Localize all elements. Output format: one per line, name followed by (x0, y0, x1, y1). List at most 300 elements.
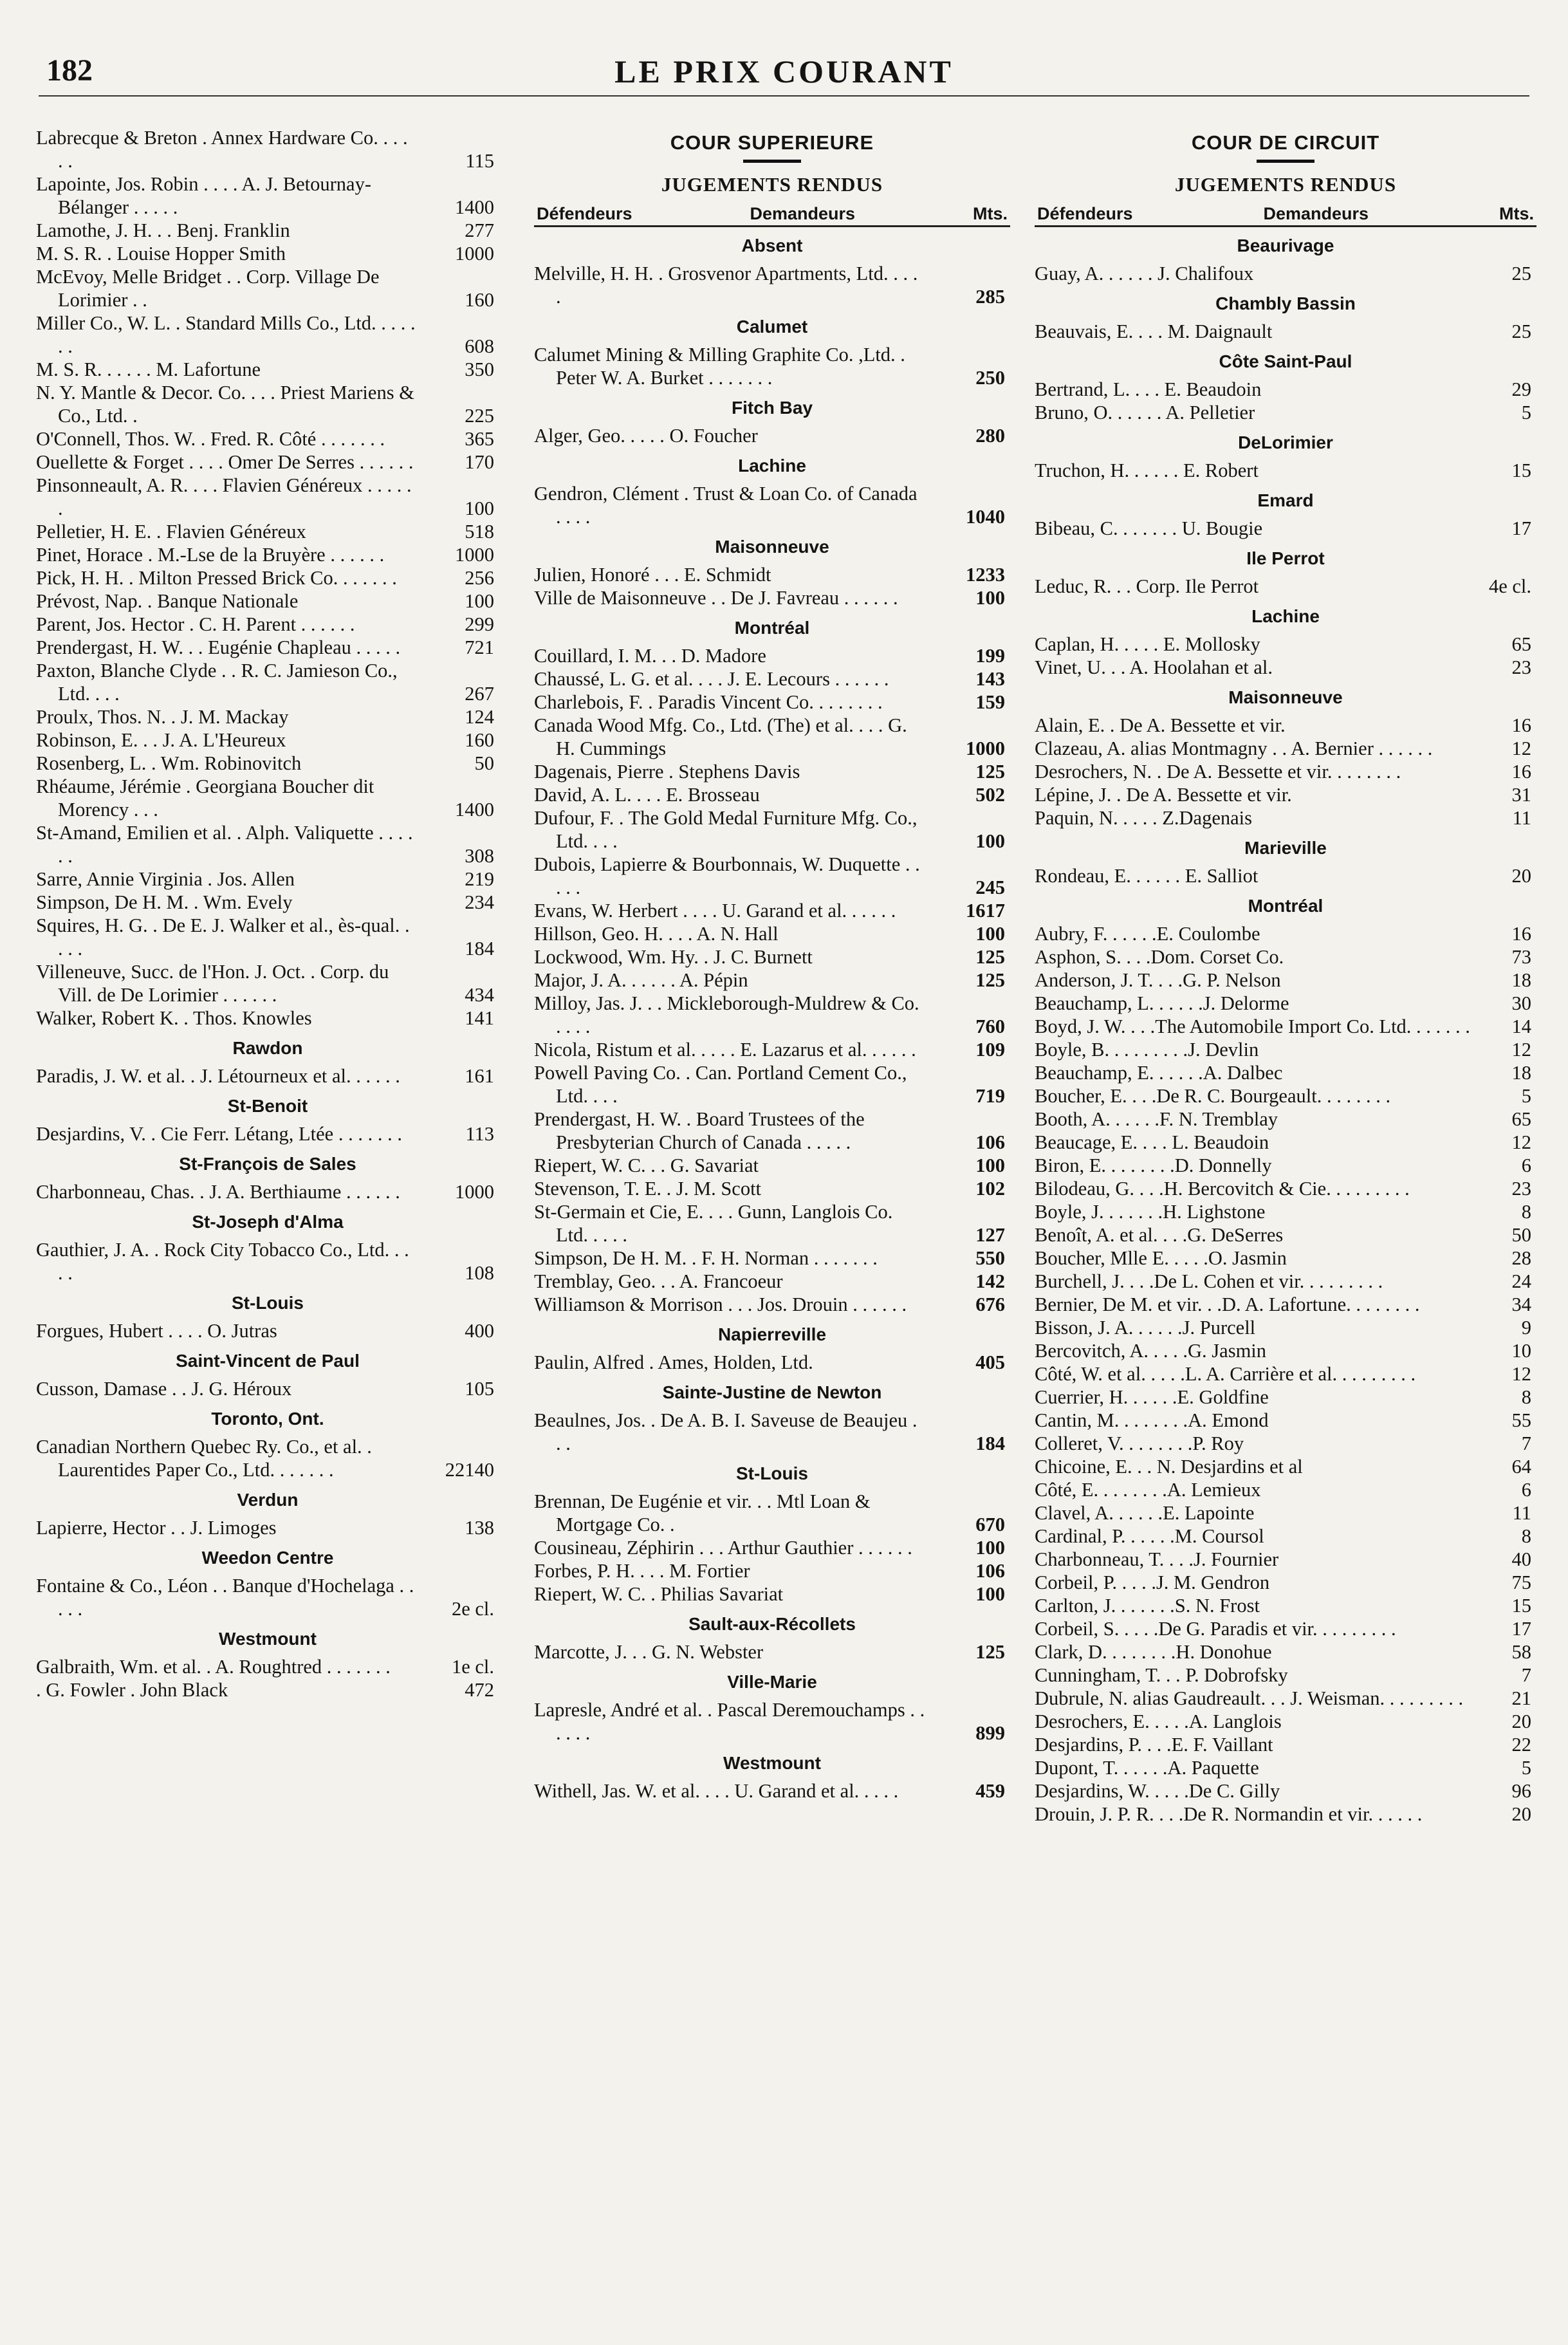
entry-parties: Lamothe, J. H. . . Benj. Franklin (36, 219, 290, 241)
entry-amount: 161 (465, 1065, 494, 1087)
court-heading: COUR DE CIRCUIT (1191, 131, 1380, 154)
entry-parties: Rondeau, E. . . . . . E. Salliot (1035, 865, 1259, 887)
location-heading: Rawdon (232, 1038, 303, 1058)
judgment-entry (534, 1490, 1010, 1536)
location-heading: St-Benoit (227, 1096, 308, 1116)
entry-parties: Carlton, J. . . . . . .S. N. Frost (1035, 1595, 1260, 1617)
entry-amount: 20 (1511, 1710, 1531, 1732)
judgment-entry (1035, 1525, 1536, 1548)
entry-parties: Clavel, A. . . . . .E. Lapointe (1035, 1502, 1255, 1524)
entry-parties: Asphon, S. . . .Dom. Corset Co. (1035, 946, 1284, 968)
judgment-entry (1035, 1710, 1536, 1733)
judgment-entry (534, 1038, 1010, 1061)
entry-amount: 15 (1511, 459, 1531, 481)
entry-amount: 1617 (966, 900, 1005, 922)
entry-parties: Fontaine & Co., Léon . . Banque d'Hochelaga . . . . . (36, 1575, 414, 1620)
judgment-entry (36, 636, 499, 659)
judgment-entry (36, 520, 499, 543)
entry-amount: 34 (1511, 1293, 1531, 1315)
entry-parties: Stevenson, T. E. . J. M. Scott (534, 1178, 762, 1200)
judgment-entry (1035, 459, 1536, 482)
judgment-entry (1035, 1548, 1536, 1571)
entry-parties: Prendergast, H. W. . Board Trustees of the Presbyterian Church of Canada . . . . . (534, 1108, 865, 1153)
entry-parties: Milloy, Jas. J. . . Mickleborough-Muldrew & Co. . . . . (534, 992, 919, 1037)
judgment-entry (1035, 401, 1536, 424)
location-heading: DeLorimier (1238, 432, 1333, 452)
entry-amount: 184 (465, 938, 494, 959)
entry-parties: Côté, W. et al. . . . .L. A. Carrière et al. . . . . . . . . (1035, 1363, 1416, 1385)
entry-parties: Desjardins, W. . . . .De C. Gilly (1035, 1780, 1280, 1802)
entry-parties: M. S. R. . . . . . M. Lafortune (36, 358, 261, 380)
entry-parties: Charbonneau, T. . . .J. Fournier (1035, 1548, 1279, 1570)
location-heading: Fitch Bay (731, 398, 813, 418)
entry-parties: Cousineau, Zéphirin . . . Arthur Gauthier . . . . . . (534, 1537, 912, 1559)
entry-parties: St-Germain et Cie, E. . . . Gunn, Langlois Co. Ltd. . . . . (534, 1201, 893, 1246)
entry-amount: 64 (1511, 1456, 1531, 1478)
entry-parties: Beaucage, E. . . . L. Beaudoin (1035, 1131, 1269, 1153)
entry-parties: Lapierre, Hector . . J. Limoges (36, 1517, 277, 1539)
entry-parties: Lépine, J. . De A. Bessette et vir. (1035, 784, 1292, 806)
entry-amount: 670 (975, 1514, 1005, 1535)
judgment-entry (534, 1247, 1010, 1270)
judgment-entry (36, 1006, 499, 1030)
location-heading: Sault-aux-Récollets (688, 1614, 856, 1634)
entry-parties: Biron, E. . . . . . . .D. Donnelly (1035, 1154, 1272, 1176)
judgment-entry (1035, 1455, 1536, 1478)
column-1-list (36, 126, 499, 2321)
judgment-entry (1035, 1293, 1536, 1316)
entry-amount: 73 (1511, 946, 1531, 968)
entry-amount: 550 (975, 1247, 1005, 1269)
location-heading: Beaurivage (1237, 236, 1334, 255)
entry-parties: Dufour, F. . The Gold Medal Furniture Mfg. Co., Ltd. . . . (534, 807, 918, 852)
entry-parties: N. Y. Mantle & Decor. Co. . . . Priest Mariens & Co., Ltd. . (36, 382, 414, 427)
entry-amount: 1e cl. (451, 1656, 494, 1678)
entry-amount: 125 (975, 969, 1005, 991)
entry-parties: Paxton, Blanche Clyde . . R. C. Jamieson Co., Ltd. . . . (36, 660, 398, 705)
judgment-entry (534, 343, 1010, 389)
judgment-entry (36, 1516, 499, 1539)
location-heading: Emard (1257, 490, 1314, 510)
judgment-entry (1035, 262, 1536, 285)
entry-parties: Bruno, O. . . . . . A. Pelletier (1035, 402, 1255, 423)
entry-parties: Alger, Geo. . . . . O. Foucher (534, 425, 758, 447)
judgment-entry (1035, 1664, 1536, 1687)
entry-amount: 113 (465, 1123, 494, 1145)
entry-amount: 5 (1521, 1757, 1531, 1779)
header-defendeurs: Défendeurs (1037, 204, 1133, 223)
entry-parties: Anderson, J. T. . . .G. P. Nelson (1035, 969, 1281, 991)
entry-amount: 138 (465, 1517, 494, 1539)
column-headers (1035, 204, 1536, 227)
entry-amount: 1400 (455, 799, 494, 820)
entry-amount: 10 (1511, 1340, 1531, 1362)
entry-amount: 472 (465, 1679, 494, 1701)
entry-amount: 31 (1511, 784, 1531, 806)
entry-parties: Gauthier, J. A. . Rock City Tobacco Co., Ltd. . . . . (36, 1239, 409, 1284)
judgment-entry (1035, 1803, 1536, 1826)
entry-amount: 308 (465, 845, 494, 867)
judgment-entry (534, 1640, 1010, 1664)
entry-parties: Evans, W. Herbert . . . . U. Garand et al. . . . . . (534, 900, 896, 922)
entry-amount: 18 (1511, 1062, 1531, 1084)
entry-amount: 12 (1511, 737, 1531, 759)
judgment-entry (1035, 806, 1536, 830)
entry-parties: Paradis, J. W. et al. . J. Létourneux et al. . . . . . (36, 1065, 400, 1087)
entry-amount: 20 (1511, 1803, 1531, 1825)
entry-amount: 15 (1511, 1595, 1531, 1617)
judgment-entry (1035, 1362, 1536, 1386)
judgment-entry (36, 427, 499, 450)
entry-parties: Squires, H. G. . De E. J. Walker et al., ès-qual. . . . . (36, 914, 410, 959)
judgment-entry (1035, 1571, 1536, 1594)
judgment-entry (534, 922, 1010, 945)
entry-parties: Powell Paving Co. . Can. Portland Cement Co., Ltd. . . . (534, 1062, 907, 1107)
entry-amount: 234 (465, 891, 494, 913)
location-heading: Saint-Vincent de Paul (176, 1351, 360, 1371)
entry-parties: Boyd, J. W. . . .The Automobile Import Co. Ltd. . . . . . . (1035, 1015, 1470, 1037)
entry-parties: Forbes, P. H. . . . M. Fortier (534, 1560, 750, 1582)
judgment-entry (36, 566, 499, 589)
entry-amount: 16 (1511, 714, 1531, 736)
entry-amount: 760 (975, 1015, 1005, 1037)
entry-amount: 127 (975, 1224, 1005, 1246)
judgment-entry (1035, 378, 1536, 401)
judgment-entry (36, 775, 499, 821)
entry-parties: Cusson, Damase . . J. G. Héroux (36, 1378, 292, 1400)
judgment-entry (1035, 1617, 1536, 1640)
entry-parties: Boucher, Mlle E. . . . .O. Jasmin (1035, 1247, 1287, 1269)
judgment-entry (534, 760, 1010, 783)
location-heading: Montréal (734, 618, 810, 638)
entry-amount: 141 (465, 1007, 494, 1029)
entry-parties: Dupont, T. . . . . .A. Paquette (1035, 1757, 1259, 1779)
entry-amount: 142 (975, 1270, 1005, 1292)
header-defendeurs: Défendeurs (537, 204, 632, 223)
judgment-entry (1035, 714, 1536, 737)
entry-amount: 17 (1511, 1618, 1531, 1640)
judgment-entry (1035, 1409, 1536, 1432)
entry-parties: Robinson, E. . . J. A. L'Heureux (36, 729, 286, 751)
entry-amount: 23 (1511, 656, 1531, 678)
entry-amount: 719 (975, 1085, 1005, 1107)
entry-parties: Bibeau, C. . . . . . . U. Bougie (1035, 517, 1263, 539)
judgment-entry (1035, 1733, 1536, 1756)
judgment-entry (1035, 1687, 1536, 1710)
location-heading: Maisonneuve (715, 537, 829, 557)
entry-amount: 21 (1511, 1687, 1531, 1709)
entry-amount: 55 (1511, 1409, 1531, 1431)
entry-amount: 100 (975, 587, 1005, 609)
judgment-entry (1035, 783, 1536, 806)
judgment-entry (36, 821, 499, 867)
page-header (0, 0, 1568, 97)
entry-amount: 2e cl. (451, 1598, 494, 1620)
entry-amount: 160 (465, 729, 494, 751)
judgment-entry (36, 659, 499, 705)
entry-parties: Gendron, Clément . Trust & Loan Co. of Canada . . . . (534, 483, 918, 528)
entry-parties: Forgues, Hubert . . . . O. Jutras (36, 1320, 277, 1342)
judgment-entry (36, 914, 499, 960)
entry-amount: 40 (1511, 1548, 1531, 1570)
entry-amount: 608 (465, 335, 494, 357)
judgment-entry (1035, 969, 1536, 992)
judgment-entry (1035, 633, 1536, 656)
entry-amount: 184 (975, 1432, 1005, 1454)
entry-amount: 434 (465, 984, 494, 1006)
judgment-entry (1035, 1640, 1536, 1664)
column-2-cour-superieure (534, 126, 1010, 2321)
entry-amount: 1233 (966, 564, 1005, 586)
judgment-entry (36, 1655, 499, 1678)
judgment-entry (1035, 1061, 1536, 1084)
judgment-entry (36, 1064, 499, 1088)
judgment-entry (534, 644, 1010, 667)
header-montants: Mts. (1499, 204, 1534, 223)
judgment-entry (36, 311, 499, 358)
entry-amount: 106 (975, 1131, 1005, 1153)
entry-parties: Aubry, F. . . . . .E. Coulombe (1035, 923, 1260, 945)
entry-parties: Clazeau, A. alias Montmagny . . A. Bernier . . . . . . (1035, 737, 1433, 759)
location-heading: Calumet (736, 317, 808, 337)
judgment-entry (534, 1409, 1010, 1455)
entry-parties: . G. Fowler . John Black (36, 1679, 228, 1701)
entry-parties: Nicola, Ristum et al. . . . . E. Lazarus et al. . . . . . (534, 1039, 916, 1061)
entry-amount: 400 (465, 1320, 494, 1342)
judgment-entry (36, 589, 499, 613)
entry-amount: 5 (1521, 402, 1531, 423)
entry-amount: 350 (465, 358, 494, 380)
entry-parties: Caplan, H. . . . . E. Mollosky (1035, 633, 1260, 655)
judgment-entry (1035, 1015, 1536, 1038)
entry-amount: 459 (975, 1780, 1005, 1802)
entry-parties: Hillson, Geo. H. . . . A. N. Hall (534, 923, 779, 945)
judgment-entry (534, 262, 1010, 308)
judgment-entry (36, 358, 499, 381)
entries-list (1035, 234, 1536, 1826)
entry-parties: Leduc, R. . . Corp. Ile Perrot (1035, 575, 1259, 597)
entry-amount: 65 (1511, 1108, 1531, 1130)
entry-parties: Cardinal, P. . . . . .M. Coursol (1035, 1525, 1264, 1547)
judgment-entry (534, 1351, 1010, 1374)
entry-parties: Desjardins, P. . . .E. F. Vaillant (1035, 1734, 1273, 1756)
entry-parties: Galbraith, Wm. et al. . A. Roughtred . . . . . . . (36, 1656, 391, 1678)
judgment-entry (534, 1061, 1010, 1108)
entry-amount: 125 (975, 946, 1005, 968)
location-heading: Ville-Marie (727, 1672, 817, 1692)
subheading: JUGEMENTS RENDUS (1174, 173, 1397, 196)
judgment-entry (534, 1779, 1010, 1803)
entry-parties: Brennan, De Eugénie et vir. . . Mtl Loan & Mortgage Co. . (534, 1490, 871, 1535)
entry-parties: Bilodeau, G. . . .H. Bercovitch & Cie. . . . . . . . . (1035, 1178, 1410, 1200)
entry-amount: 22 (1511, 1734, 1531, 1756)
judgment-entry (534, 667, 1010, 691)
entry-amount: 721 (465, 636, 494, 658)
judgment-entry (1035, 1247, 1536, 1270)
location-heading: Toronto, Ont. (211, 1409, 324, 1429)
entry-amount: 1000 (455, 1181, 494, 1203)
judgment-entry (534, 714, 1010, 760)
judgment-entry (1035, 1154, 1536, 1177)
entry-amount: 96 (1511, 1780, 1531, 1802)
entry-amount: 109 (975, 1039, 1005, 1061)
entry-amount: 7 (1521, 1664, 1531, 1686)
header-rule (39, 95, 1529, 97)
entry-parties: David, A. L. . . . E. Brosseau (534, 784, 760, 806)
entry-amount: 11 (1512, 807, 1531, 829)
entry-parties: Walker, Robert K. . Thos. Knowles (36, 1007, 312, 1029)
entry-parties: Bisson, J. A. . . . . .J. Purcell (1035, 1317, 1256, 1339)
entry-amount: 199 (975, 645, 1005, 667)
page-number: 182 (46, 53, 93, 88)
entry-amount: 106 (975, 1560, 1005, 1582)
judgment-entry (534, 899, 1010, 922)
judgment-entry (36, 219, 499, 242)
judgment-entry (36, 381, 499, 427)
entry-amount: 170 (465, 451, 494, 473)
entry-parties: Cunningham, T. . . P. Dobrofsky (1035, 1664, 1288, 1686)
judgment-entry (1035, 1108, 1536, 1131)
entry-amount: 58 (1511, 1641, 1531, 1663)
entry-amount: 100 (975, 923, 1005, 945)
judgment-entry (534, 482, 1010, 528)
judgment-entry (1035, 575, 1536, 598)
entry-parties: Proulx, Thos. N. . J. M. Mackay (36, 706, 289, 728)
entry-parties: Bertrand, L. . . . E. Beaudoin (1035, 378, 1262, 400)
entry-amount: 1400 (455, 196, 494, 218)
entry-amount: 6 (1521, 1154, 1531, 1176)
entry-parties: Charbonneau, Chas. . J. A. Berthiaume . . . . . . (36, 1181, 400, 1203)
judgment-entry (36, 728, 499, 752)
judgment-entry (1035, 1339, 1536, 1362)
entry-amount: 8 (1521, 1386, 1531, 1408)
entry-parties: Pinsonneault, A. R. . . . Flavien Généreux . . . . . . (36, 474, 412, 519)
judgment-entry (1035, 1038, 1536, 1061)
entry-amount: 125 (975, 761, 1005, 783)
subheading: JUGEMENTS RENDUS (661, 173, 883, 196)
entry-parties: Canada Wood Mfg. Co., Ltd. (The) et al. . . . G. H. Cummings (534, 714, 907, 759)
location-heading: Westmount (723, 1753, 821, 1773)
entry-amount: 12 (1511, 1039, 1531, 1061)
heading-dash (1257, 160, 1314, 163)
entry-parties: Lockwood, Wm. Hy. . J. C. Burnett (534, 946, 813, 968)
location-heading: St-François de Sales (179, 1154, 356, 1174)
location-heading: St-Louis (736, 1463, 808, 1483)
entry-amount: 225 (465, 405, 494, 427)
judgment-entry (36, 1319, 499, 1342)
location-heading: Verdun (237, 1490, 299, 1510)
location-heading: Ile Perrot (1246, 548, 1325, 568)
entry-parties: Bercovitch, A. . . . .G. Jasmin (1035, 1340, 1267, 1362)
entry-parties: Parent, Jos. Hector . C. H. Parent . . . . . . (36, 613, 355, 635)
location-heading: Absent (741, 236, 803, 255)
entry-parties: Couillard, I. M. . . D. Madore (534, 645, 766, 667)
entry-amount: 219 (465, 868, 494, 890)
judgment-entry (534, 806, 1010, 853)
header-demandeurs: Demandeurs (1263, 204, 1369, 223)
entry-parties: Ouellette & Forget . . . . Omer De Serres . . . . . . (36, 451, 414, 473)
judgment-entry (534, 1200, 1010, 1247)
entry-parties: Booth, A. . . . . .F. N. Tremblay (1035, 1108, 1278, 1130)
entry-amount: 4e cl. (1488, 575, 1531, 597)
entry-parties: Colleret, V. . . . . . . .P. Roy (1035, 1432, 1244, 1454)
judgment-entry (534, 1582, 1010, 1606)
judgment-entry (1035, 656, 1536, 679)
entry-parties: Chaussé, L. G. et al. . . . J. E. Lecours . . . . . . (534, 668, 889, 690)
entry-parties: Cantin, M. . . . . . . .A. Emond (1035, 1409, 1269, 1431)
entry-amount: 518 (465, 521, 494, 542)
entry-parties: Clark, D. . . . . . . .H. Donohue (1035, 1641, 1272, 1663)
judgment-entry (534, 1154, 1010, 1177)
entry-amount: 365 (465, 428, 494, 450)
entry-amount: 17 (1511, 517, 1531, 539)
entry-parties: Beaulnes, Jos. . De A. B. I. Saveuse de Beaujeu . . . (534, 1409, 918, 1454)
entry-parties: Rosenberg, L. . Wm. Robinovitch (36, 752, 302, 774)
entry-parties: Corbeil, S. . . . .De G. Paradis et vir. . . . . . . . . (1035, 1618, 1396, 1640)
entry-parties: Guay, A. . . . . . J. Chalifoux (1035, 263, 1254, 284)
entry-amount: 100 (465, 590, 494, 612)
entry-parties: Calumet Mining & Milling Graphite Co. ,Ltd. . Peter W. A. Burket . . . . . . . (534, 344, 905, 389)
judgment-entry (534, 853, 1010, 899)
judgment-entry (534, 969, 1010, 992)
entry-parties: Ville de Maisonneuve . . De J. Favreau . . . . . . (534, 587, 898, 609)
entry-amount: 30 (1511, 992, 1531, 1014)
entry-amount: 100 (975, 830, 1005, 852)
location-heading: Sainte-Justine de Newton (662, 1382, 882, 1402)
entry-amount: 280 (975, 425, 1005, 447)
entry-parties: Desjardins, V. . Cie Ferr. Létang, Ltée . . . . . . . (36, 1123, 402, 1145)
entry-parties: Villeneuve, Succ. de l'Hon. J. Oct. . Corp. du Vill. de De Lorimier . . . . . . (36, 961, 389, 1006)
judgment-entry (534, 563, 1010, 586)
entry-parties: McEvoy, Melle Bridget . . Corp. Village De Lorimier . . (36, 266, 380, 311)
judgment-entry (1035, 922, 1536, 945)
entry-parties: Beauvais, E. . . . M. Daignault (1035, 320, 1273, 342)
judgment-entry (36, 1574, 499, 1620)
entry-parties: Côté, E. . . . . . . .A. Lemieux (1035, 1479, 1261, 1501)
entry-parties: Labrecque & Breton . Annex Hardware Co. . . . . . (36, 127, 408, 172)
judgment-entry (36, 867, 499, 891)
entry-amount: 28 (1511, 1247, 1531, 1269)
entry-parties: Williamson & Morrison . . . Jos. Drouin . . . . . . (534, 1293, 907, 1315)
judgment-entry (36, 613, 499, 636)
entry-parties: Drouin, J. P. R. . . .De R. Normandin et vir. . . . . . (1035, 1803, 1423, 1825)
entry-amount: 108 (465, 1262, 494, 1284)
judgment-entry (36, 960, 499, 1006)
entry-parties: Canadian Northern Quebec Ry. Co., et al. . Laurentides Paper Co., Ltd. . . . . . . (36, 1436, 372, 1481)
entry-amount: 100 (975, 1154, 1005, 1176)
entry-amount: 1000 (966, 737, 1005, 759)
entry-parties: Major, J. A. . . . . . A. Pépin (534, 969, 748, 991)
entry-amount: 105 (465, 1378, 494, 1400)
judgment-entry (534, 783, 1010, 806)
judgment-entry (1035, 1084, 1536, 1108)
judgment-entry (1035, 1200, 1536, 1223)
judgment-entry (534, 1270, 1010, 1293)
header-montants: Mts. (972, 204, 1008, 223)
entry-amount: 100 (975, 1537, 1005, 1559)
entry-amount: 100 (465, 497, 494, 519)
entry-parties: Chicoine, E. . . N. Desjardins et al (1035, 1456, 1303, 1478)
entry-parties: Withell, Jas. W. et al. . . . U. Garand et al. . . . . (534, 1780, 899, 1802)
judgment-entry (36, 543, 499, 566)
judgment-entry (1035, 320, 1536, 343)
judgment-entry (36, 752, 499, 775)
judgment-entry (36, 172, 499, 219)
judgment-entry (534, 1698, 1010, 1745)
entry-parties: Desrochers, N. . De A. Bessette et vir. . . . . . . . (1035, 761, 1401, 783)
entry-amount: 125 (975, 1641, 1005, 1663)
entry-parties: Cuerrier, H. . . . . .E. Goldfine (1035, 1386, 1269, 1408)
